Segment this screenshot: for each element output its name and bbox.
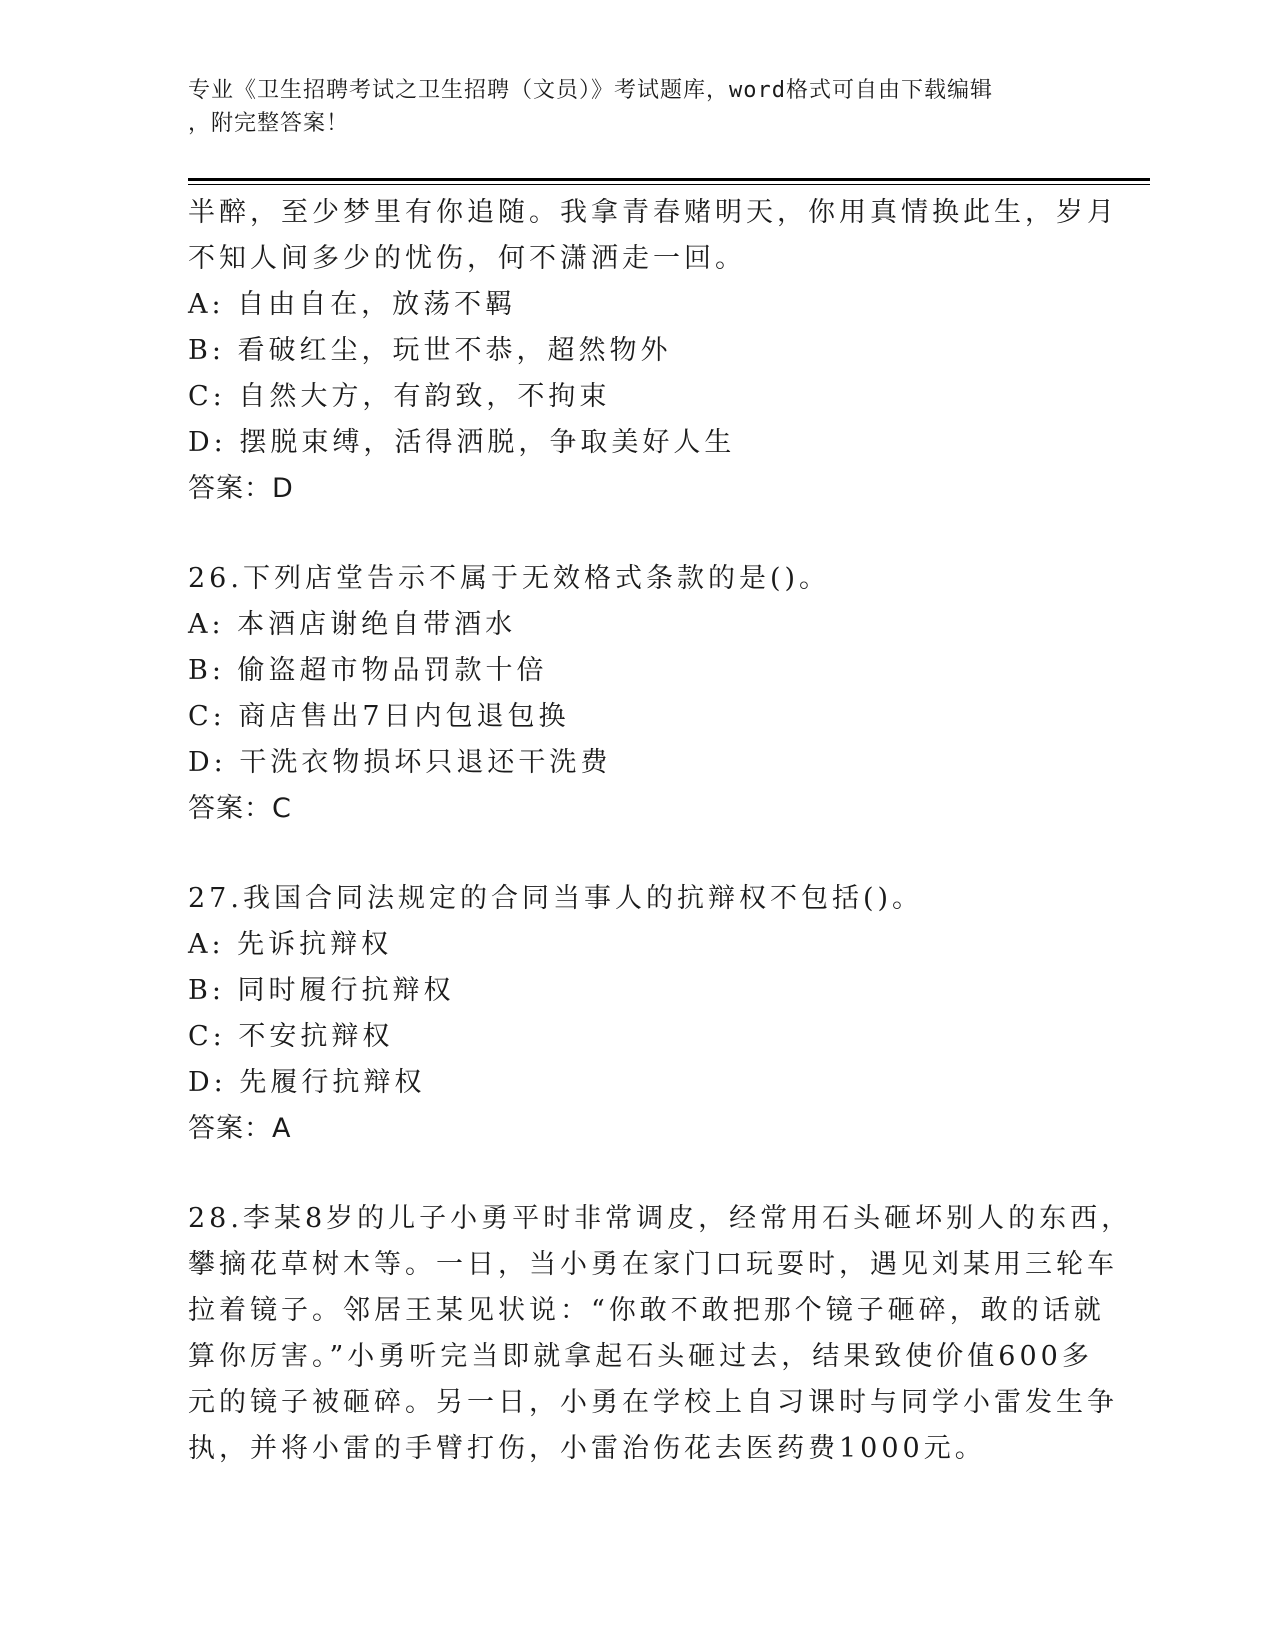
option-a: A: 先诉抗辩权 [188, 929, 393, 960]
option-a: A: 本酒店谢绝自带酒水 [188, 609, 517, 640]
question-28 [188, 1196, 1133, 1472]
question-text-line: 执，并将小雷的手臂打伤，小雷治伤花去医药费1000元。 [188, 1433, 986, 1464]
option-b: B: 看破红尘，玩世不恭，超然物外 [188, 335, 672, 366]
header-title-line-1: 专业《卫生招聘考试之卫生招聘（文员）》考试题库，word格式可自由下载编辑 [188, 78, 993, 103]
option-d: D: 先履行抗辩权 [188, 1067, 426, 1098]
answer-line: 答案：D [188, 473, 294, 504]
document-body [188, 190, 1133, 1472]
option-d: D: 干洗衣物损坏只退还干洗费 [188, 747, 612, 778]
question-26 [188, 556, 1088, 832]
question-text-line: 26.下列店堂告示不属于无效格式条款的是()。 [188, 563, 831, 594]
answer-line: 答案：A [188, 1113, 292, 1144]
question-text-line: 27.我国合同法规定的合同当事人的抗辩权不包括()。 [188, 883, 924, 914]
question-25-continued [188, 190, 1118, 512]
option-c: C: 商店售出7日内包退包换 [188, 701, 570, 732]
option-c: C: 不安抗辩权 [188, 1021, 394, 1052]
question-text-line: 不知人间多少的忧伤，何不潇洒走一回。 [188, 243, 746, 274]
question-text-line: 攀摘花草树木等。一日，当小勇在家门口玩耍时，遇见刘某用三轮车 [188, 1249, 1118, 1280]
header-divider-thick [188, 178, 1150, 181]
header-title-line-2: ，附完整答案！ [188, 111, 350, 136]
option-a: A: 自由自在，放荡不羁 [188, 289, 517, 320]
header-divider-thin [188, 184, 1150, 185]
question-text-line: 半醉，至少梦里有你追随。我拿青春赌明天，你用真情换此生，岁月 [188, 197, 1118, 228]
question-text-line: 元的镜子被砸碎。另一日，小勇在学校上自习课时与同学小雷发生争 [188, 1387, 1118, 1418]
question-27 [188, 876, 1088, 1152]
question-text-line: 拉着镜子。邻居王某见状说：“你敢不敢把那个镜子砸碎，敢的话就 [188, 1295, 1105, 1326]
answer-line: 答案：C [188, 793, 292, 824]
option-b: B: 偷盗超市物品罚款十倍 [188, 655, 548, 686]
option-d: D: 摆脱束缚，活得洒脱，争取美好人生 [188, 427, 736, 458]
question-text-line: 算你厉害。”小勇听完当即就拿起石头砸过去，结果致使价值600多 [188, 1341, 1093, 1372]
question-text-line: 28.李某8岁的儿子小勇平时非常调皮，经常用石头砸坏别人的东西， [188, 1203, 1133, 1234]
option-c: C: 自然大方，有韵致，不拘束 [188, 381, 611, 412]
option-b: B: 同时履行抗辩权 [188, 975, 455, 1006]
document-header [188, 74, 1068, 140]
